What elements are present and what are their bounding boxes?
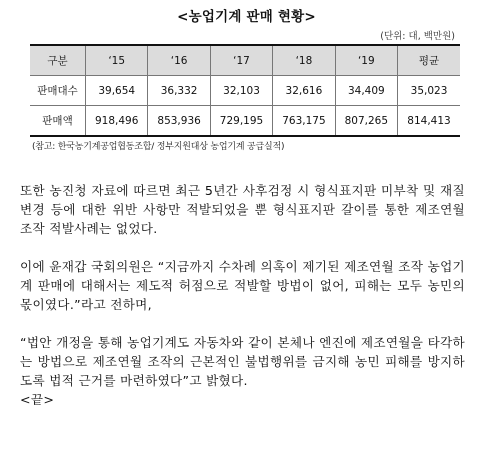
table-header-cell: ‘16: [148, 45, 210, 76]
table-header-cell: ‘18: [273, 45, 335, 76]
table-row: [30, 106, 460, 137]
table-cell: 763,175: [273, 106, 335, 137]
row-label: 판매대수: [30, 76, 86, 106]
table-header-row: [30, 45, 460, 76]
table-cell: 918,496: [86, 106, 148, 137]
sales-table: [30, 44, 460, 137]
body-text: [20, 181, 473, 409]
table-cell: 853,936: [148, 106, 210, 137]
paragraph: 또한 농진청 자료에 따르면 최근 5년간 사후검정 시 형식표지판 미부착 및 재질 변경 등에 대한 위반 사항만 적발되었을 뿐 형식표지판 갈이를 통한 제조연월 조작 적발사례는 없었다.: [20, 183, 465, 236]
paragraph: 이에 윤재갑 국회의원은 “지금까지 수차례 의혹이 제기된 제조연월 조작 농업기계 판매에 대해서는 제도적 허점으로 적발할 방법이 없어, 피해는 모두 농민의 몫이였다.”라고 전하며,: [20, 259, 465, 312]
source-note: (참고: 한국농기계공업협동조합/ 정부지원대상 농업기계 공급실적): [32, 142, 285, 152]
table-cell: 34,409: [335, 76, 397, 106]
table-cell: 32,103: [210, 76, 272, 106]
table-header-cell: ‘19: [335, 45, 397, 76]
table-cell: 36,332: [148, 76, 210, 106]
paragraph: “법안 개정을 통해 농업기계도 자동차와 같이 본체나 엔진에 제조연월을 타각하는 방법으로 제조연월 조작의 근본적인 불법행위를 금지해 농민 피해를 방지하도록 법적 근거를 마련하였다”고 밝혔다.: [20, 335, 465, 388]
table-cell: 814,413: [398, 106, 460, 137]
table-row: [30, 76, 460, 106]
table-cell: 729,195: [210, 106, 272, 137]
row-label: 판매액: [30, 106, 86, 137]
table-cell: 807,265: [335, 106, 397, 137]
table-cell: 39,654: [86, 76, 148, 106]
table-header-cell: 구분: [30, 45, 86, 76]
table-header-cell: 평균: [398, 45, 460, 76]
table-cell: 32,616: [273, 76, 335, 106]
table-header-cell: ‘17: [210, 45, 272, 76]
end-mark: <끝>: [20, 392, 55, 407]
table-cell: 35,023: [398, 76, 460, 106]
table-header-cell: ‘15: [86, 45, 148, 76]
table-title: <농업기계 판매 현황>: [177, 9, 316, 25]
unit-note: (단위: 대, 백만원): [380, 31, 455, 42]
